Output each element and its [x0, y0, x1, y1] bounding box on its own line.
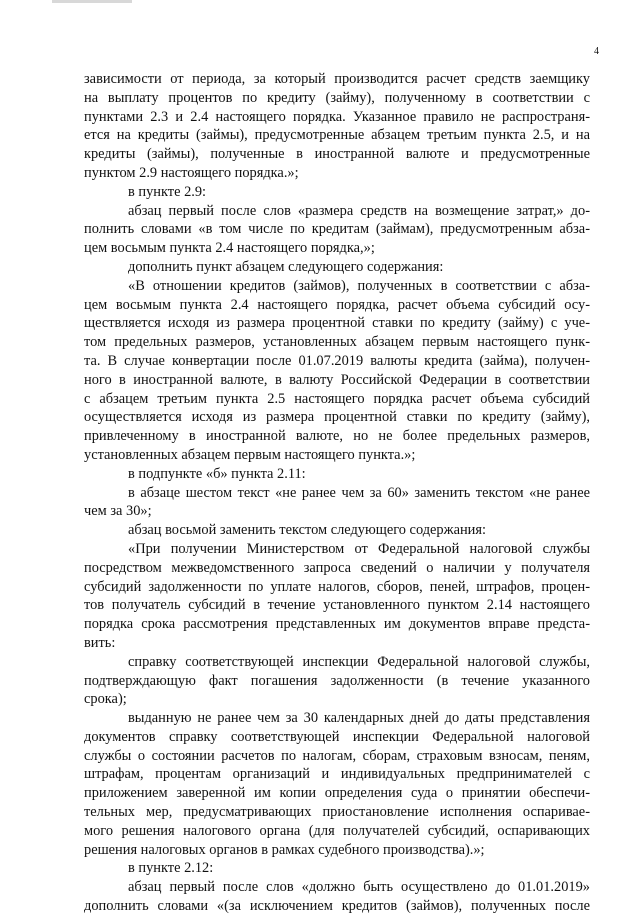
text-line: в абзаце шестом текст «не ранее чем за 60» заменить текстом «не ранее	[128, 484, 590, 501]
text-line: абзац первый после слов «размера средств на возмещение затрат,» до-	[128, 202, 590, 219]
text-line: справку соответствующей инспекции Федеральной налоговой службы,	[128, 653, 590, 670]
text-line: та. В случае конвертации после 01.07.2019 валюты кредита (займа), получен-	[84, 352, 590, 369]
text-line: приложением заверенной им копии определения суда о принятии обеспечи-	[84, 785, 590, 802]
text-line: привлеченному в иностранной валюте, но не более предельных размеров,	[84, 428, 590, 445]
text-line: решения налоговых органов в рамках судебного производства).»;	[84, 841, 485, 858]
text-line: срока);	[84, 691, 127, 708]
text-line: кредиты (займы), полученные в иностранной валюте и предусмотренные	[84, 146, 590, 163]
text-line: пунктом 2.9 настоящего порядка.»;	[84, 164, 299, 181]
text-line: посредством межведомственного запроса сведений о наличии у получателя	[84, 559, 590, 576]
text-line: осуществляется исходя из размера процентной ставки по кредиту (займу),	[84, 409, 590, 426]
text-line: том предельных размеров, установленных абзацем первым настоящего пунк-	[84, 334, 590, 351]
text-line: пунктами 2.3 и 2.4 настоящего порядка. Указанное правило не распространя-	[84, 108, 590, 125]
text-line: мого решения налогового органа (для получателей субсидий, оспаривающих	[84, 822, 590, 839]
text-line: порядка срока рассмотрения представленных им документов вправе предста-	[84, 616, 590, 633]
text-line: службы о состоянии расчетов по налогам, сборам, страховым взносам, пеням,	[84, 747, 590, 764]
text-line: зависимости от периода, за который производится расчет средств заемщику	[84, 71, 590, 87]
text-line: субсидий задолженности по уплате налогов, сборов, пеней, штрафов, процен-	[84, 578, 590, 595]
text-line: полнить словами «в том числе по кредитам (займам), предусмотренным абза-	[84, 221, 590, 238]
text-line: в подпункте «б» пункта 2.11:	[128, 465, 306, 482]
text-line: установленных абзацем первым настоящего пункта.»;	[84, 446, 416, 463]
text-line: подтверждающую факт погашения задолженности (в течение указанного	[84, 672, 590, 689]
text-line: тельных мер, предусматривающих приостановление исполнения оспаривае-	[84, 804, 590, 821]
text-line: выданную не ранее чем за 30 календарных дней до даты представления	[128, 710, 590, 727]
text-line: штрафам, процентам организаций и индивидуальных предпринимателей с	[84, 766, 590, 783]
text-line: дополнить словами «(за исключением кредитов (займов), полученных после	[84, 898, 590, 915]
text-line: цем восьмым пункта 2.4 настоящего порядка, расчет объема субсидий осу-	[84, 296, 590, 313]
scan-artifact	[52, 0, 132, 3]
text-line: абзац восьмой заменить текстом следующего содержания:	[128, 522, 486, 539]
document-body	[84, 70, 590, 916]
text-line: документов справку соответствующей инспекции Федеральной налоговой	[84, 728, 590, 745]
text-line: ществляется исходя из размера процентной ставки по кредиту (займу) с уче-	[84, 315, 590, 332]
text-line: в пункте 2.9:	[128, 183, 207, 200]
text-line: дополнить пункт абзацем следующего содержания:	[128, 258, 444, 275]
text-line: в пункте 2.12:	[128, 860, 214, 877]
text-line: ется на кредиты (займы), предусмотренные абзацем третьим пункта 2.5, и на	[84, 127, 590, 144]
text-line: «В отношении кредитов (займов), полученных в соответствии с абза-	[128, 277, 590, 294]
text-line: цем восьмым пункта 2.4 настоящего порядка,»;	[84, 240, 375, 257]
text-line: ного в иностранной валюте, в валюту Российской Федерации в соответствии	[84, 371, 590, 388]
text-line: вить:	[84, 634, 116, 651]
text-line: чем за 30»;	[84, 503, 152, 520]
text-line: с абзацем третьим пункта 2.5 настоящего порядка расчет объема субсидий	[84, 390, 590, 407]
text-line: на выплату процентов по кредиту (займу), полученному в соответствии с	[84, 89, 590, 106]
text-line: тов получатель субсидий в течение установленного пунктом 2.14 настоящего	[84, 597, 590, 614]
text-line: «При получении Министерством от Федеральной налоговой службы	[128, 540, 590, 557]
page-number: 4	[594, 46, 599, 57]
text-line: абзац первый после слов «должно быть осуществлено до 01.01.2019»	[128, 879, 590, 896]
